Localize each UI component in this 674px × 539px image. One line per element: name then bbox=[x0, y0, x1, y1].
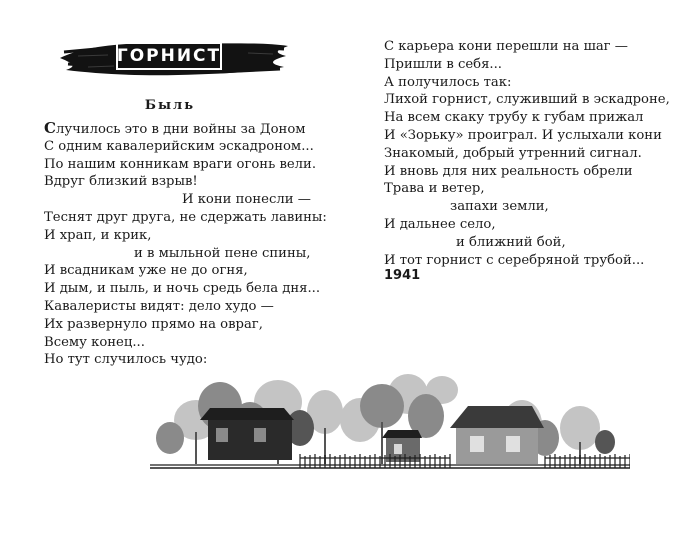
poem-title: ГОРНИСТ bbox=[116, 42, 222, 70]
drop-cap: С bbox=[44, 119, 56, 137]
poem-line: С одним кавалерийским эскадроном... bbox=[44, 138, 314, 154]
poem-line: Пришли в себя... bbox=[384, 56, 502, 72]
poem-line: И вновь для них реальность обрели bbox=[384, 163, 633, 179]
poem-line: Кавалеристы видят: дело худо — bbox=[44, 298, 274, 314]
poem-line: А получилось так: bbox=[384, 74, 512, 90]
poem-line: На всем скаку трубу к губам прижал bbox=[384, 110, 644, 126]
poem-line: И храп, и крик, bbox=[44, 227, 152, 243]
poem-line: И «Зорьку» проиграл. И услыхали кони bbox=[384, 127, 662, 143]
poem-line: И всадникам уже не до огня, bbox=[44, 263, 248, 279]
poem-line: Трава и ветер, bbox=[384, 181, 485, 197]
poem-line: Вдруг близкий взрыв! bbox=[44, 174, 198, 190]
poem-line: Теснят друг друга, не сдержать лавины: bbox=[44, 209, 327, 225]
village-icon bbox=[150, 372, 630, 474]
poem-line: и в мыльной пене спины, bbox=[134, 245, 311, 261]
poem-line: И дальнее село, bbox=[384, 216, 496, 232]
poem-left-column bbox=[44, 119, 327, 369]
poem-line: И кони понесли — bbox=[182, 192, 311, 208]
poem-line: Случилось это в дни войны за Доном bbox=[44, 119, 306, 137]
poem-right-column bbox=[384, 38, 670, 269]
poem-line: Но тут случилось чудо: bbox=[44, 352, 208, 368]
poem-line: Знакомый, добрый утренний сигнал. bbox=[384, 145, 642, 161]
poem-line: И тот горнист с серебряной трубой... bbox=[384, 252, 645, 268]
poem-line: По нашим конникам враги огонь вели. bbox=[44, 156, 317, 172]
poem-line: Их развернуло прямо на овраг, bbox=[44, 316, 263, 332]
poem-line: запахи земли, bbox=[450, 199, 549, 215]
poem-subtitle: Быль bbox=[144, 98, 196, 113]
poem-line: Всему конец... bbox=[44, 334, 145, 350]
poem-line: и ближний бой, bbox=[456, 234, 566, 250]
poem-year: 1941 bbox=[384, 268, 421, 283]
poem-line: Лихой горнист, служивший в эскадроне, bbox=[384, 92, 670, 108]
village-illustration bbox=[150, 372, 630, 474]
poem-line: С карьера кони перешли на шаг — bbox=[384, 39, 628, 54]
poem-line: И дым, и пыль, и ночь средь бела дня... bbox=[44, 281, 321, 297]
